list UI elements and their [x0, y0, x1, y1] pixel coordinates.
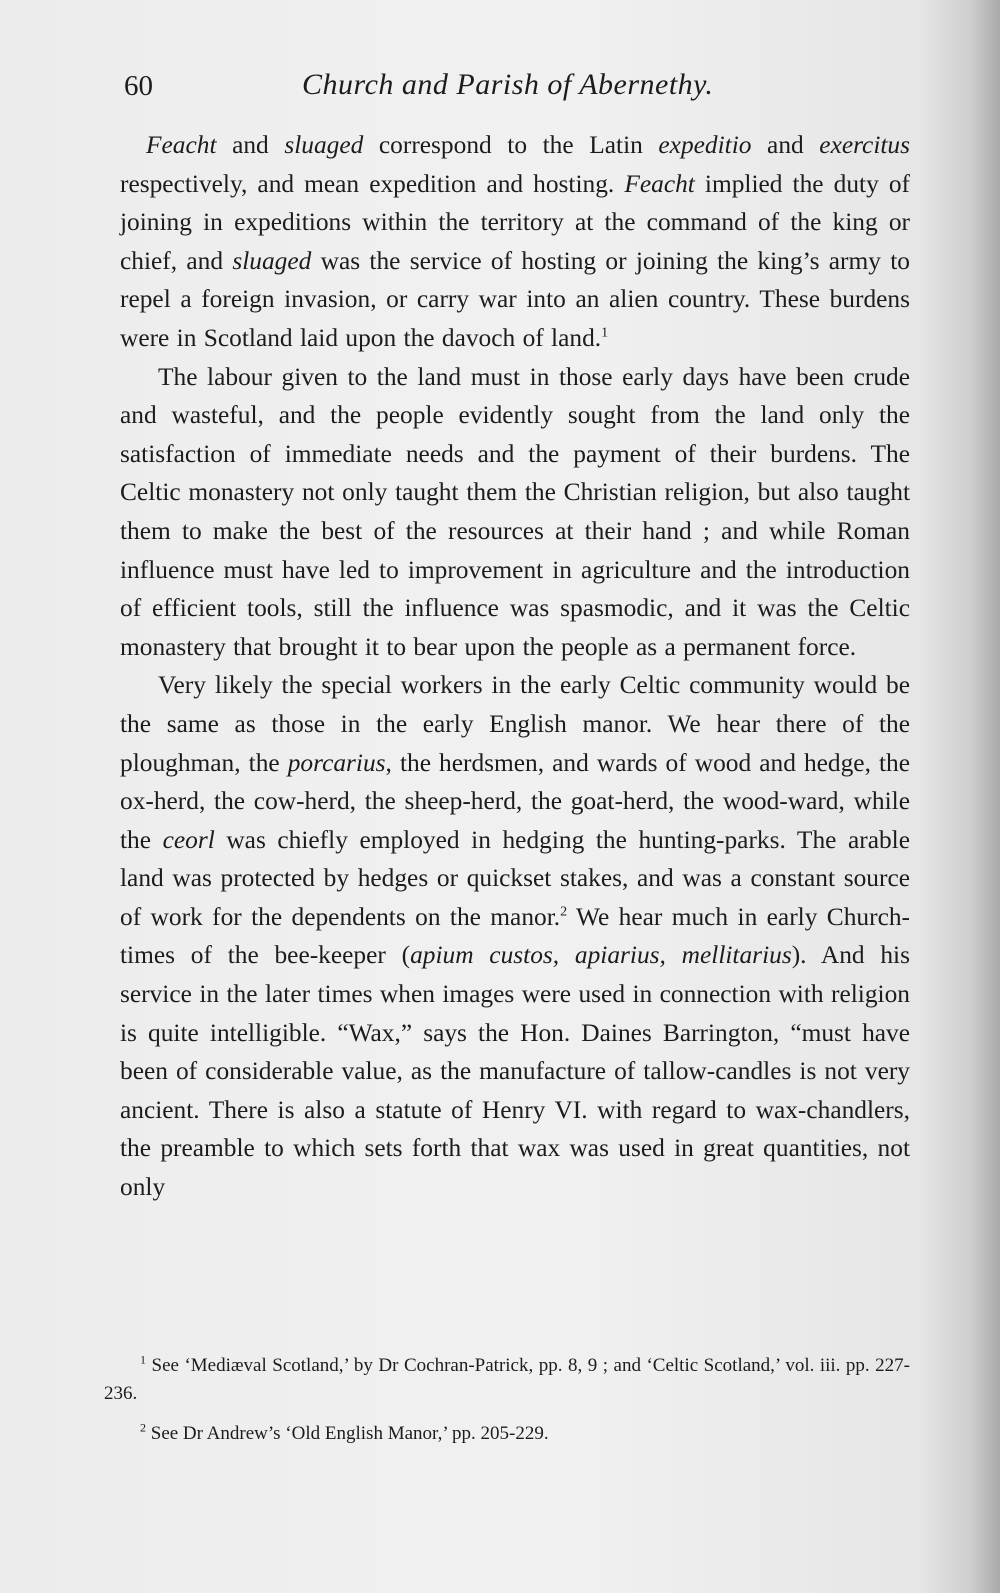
- page-header: [124, 64, 914, 114]
- text-run: Very likely the special workers in the early Celtic community would be the same as those in the early English manor. We hear there of the ploughman, the: [120, 671, 910, 777]
- text-run: , the herdsmen, and wards of wood and hedge, the ox-herd, the cow-herd, the sheep-herd, the goat-herd, the wood-ward, while the: [120, 748, 911, 854]
- italic-term: Feacht: [146, 131, 217, 159]
- text-run: was chiefly employed in hedging the hunting-parks. The arable land was protected by hedges or quickset stakes, and was a constant source of work for the dependents on the manor.: [120, 825, 910, 931]
- page-number: 60: [124, 70, 153, 102]
- text-run: implied the duty of joining in expeditions within the territory at the command of the king or chief, and: [120, 169, 910, 275]
- text-run: and: [751, 131, 820, 159]
- text-run: correspond to the Latin: [363, 131, 659, 159]
- footnote-reference: 1: [601, 325, 609, 341]
- body-paragraph: [120, 358, 910, 667]
- text-run: ). And his service in the later times when images were used in connection with religion is quite intelligible. “Wax,” says the Hon. Daines Barrington, “must have been of considerable value, as the manufacture of tallow-candles is not very ancient. There is also a statute of Henry VI. with regard to wax-chandlers, the preamble to which sets forth that wax was used in great quantities, not only: [120, 941, 910, 1202]
- footnote: [104, 1420, 910, 1448]
- text-run: The labour given to the land must in those early days have been crude and wasteful, and the people evidently sought from the land only the satisfaction of immediate needs and the payment of their burdens. The Celtic monastery not only taught them the Christian religion, but also taught them to make the best of the resources at their hand ; and while Roman influence must have led to improvement in agriculture and the introduction of efficient tools, still the influence was spasmodic, and it was the Celtic monastery that brought it to bear upon the people as a permanent force.: [120, 362, 910, 661]
- text-run: We hear much in early Church-times of the bee-keeper (: [120, 902, 910, 970]
- italic-term: exercitus: [819, 131, 910, 159]
- body-paragraph: [120, 666, 910, 1206]
- footnote-mark: 2: [140, 1420, 146, 1435]
- body-text: [120, 126, 910, 1207]
- italic-term: ceorl: [162, 825, 215, 854]
- footnote: [104, 1352, 910, 1408]
- footnote-text: See Dr Andrew’s ‘Old English Manor,’ pp. 205-229.: [150, 1423, 549, 1444]
- italic-term: expeditio: [658, 131, 752, 159]
- running-title: Church and Parish of Abernethy.: [302, 68, 714, 101]
- text-run: was the service of hosting or joining the king’s army to repel a foreign invasion, or carry war into an alien country. These burdens were in Scotland laid upon the davoch of land.: [120, 246, 910, 352]
- italic-term: apium custos, apiarius, mellitarius: [410, 941, 792, 970]
- text-run: respectively, and mean expedition and hosting.: [120, 169, 625, 198]
- footnotes: [104, 1352, 910, 1448]
- footnote-mark: 1: [140, 1352, 146, 1367]
- text-run: and: [216, 131, 285, 159]
- italic-term: sluaged: [284, 131, 364, 159]
- footnote-text: See ‘Mediæval Scotland,’ by Dr Cochran-Patrick, pp. 8, 9 ; and ‘Celtic Scotland,’ vol. iii. pp. 227-236.: [104, 1355, 911, 1404]
- italic-term: sluaged: [232, 246, 312, 275]
- body-paragraph: [120, 126, 910, 358]
- footnote-reference: 2: [560, 904, 568, 920]
- italic-term: Feacht: [624, 169, 695, 198]
- italic-term: porcarius: [287, 748, 386, 777]
